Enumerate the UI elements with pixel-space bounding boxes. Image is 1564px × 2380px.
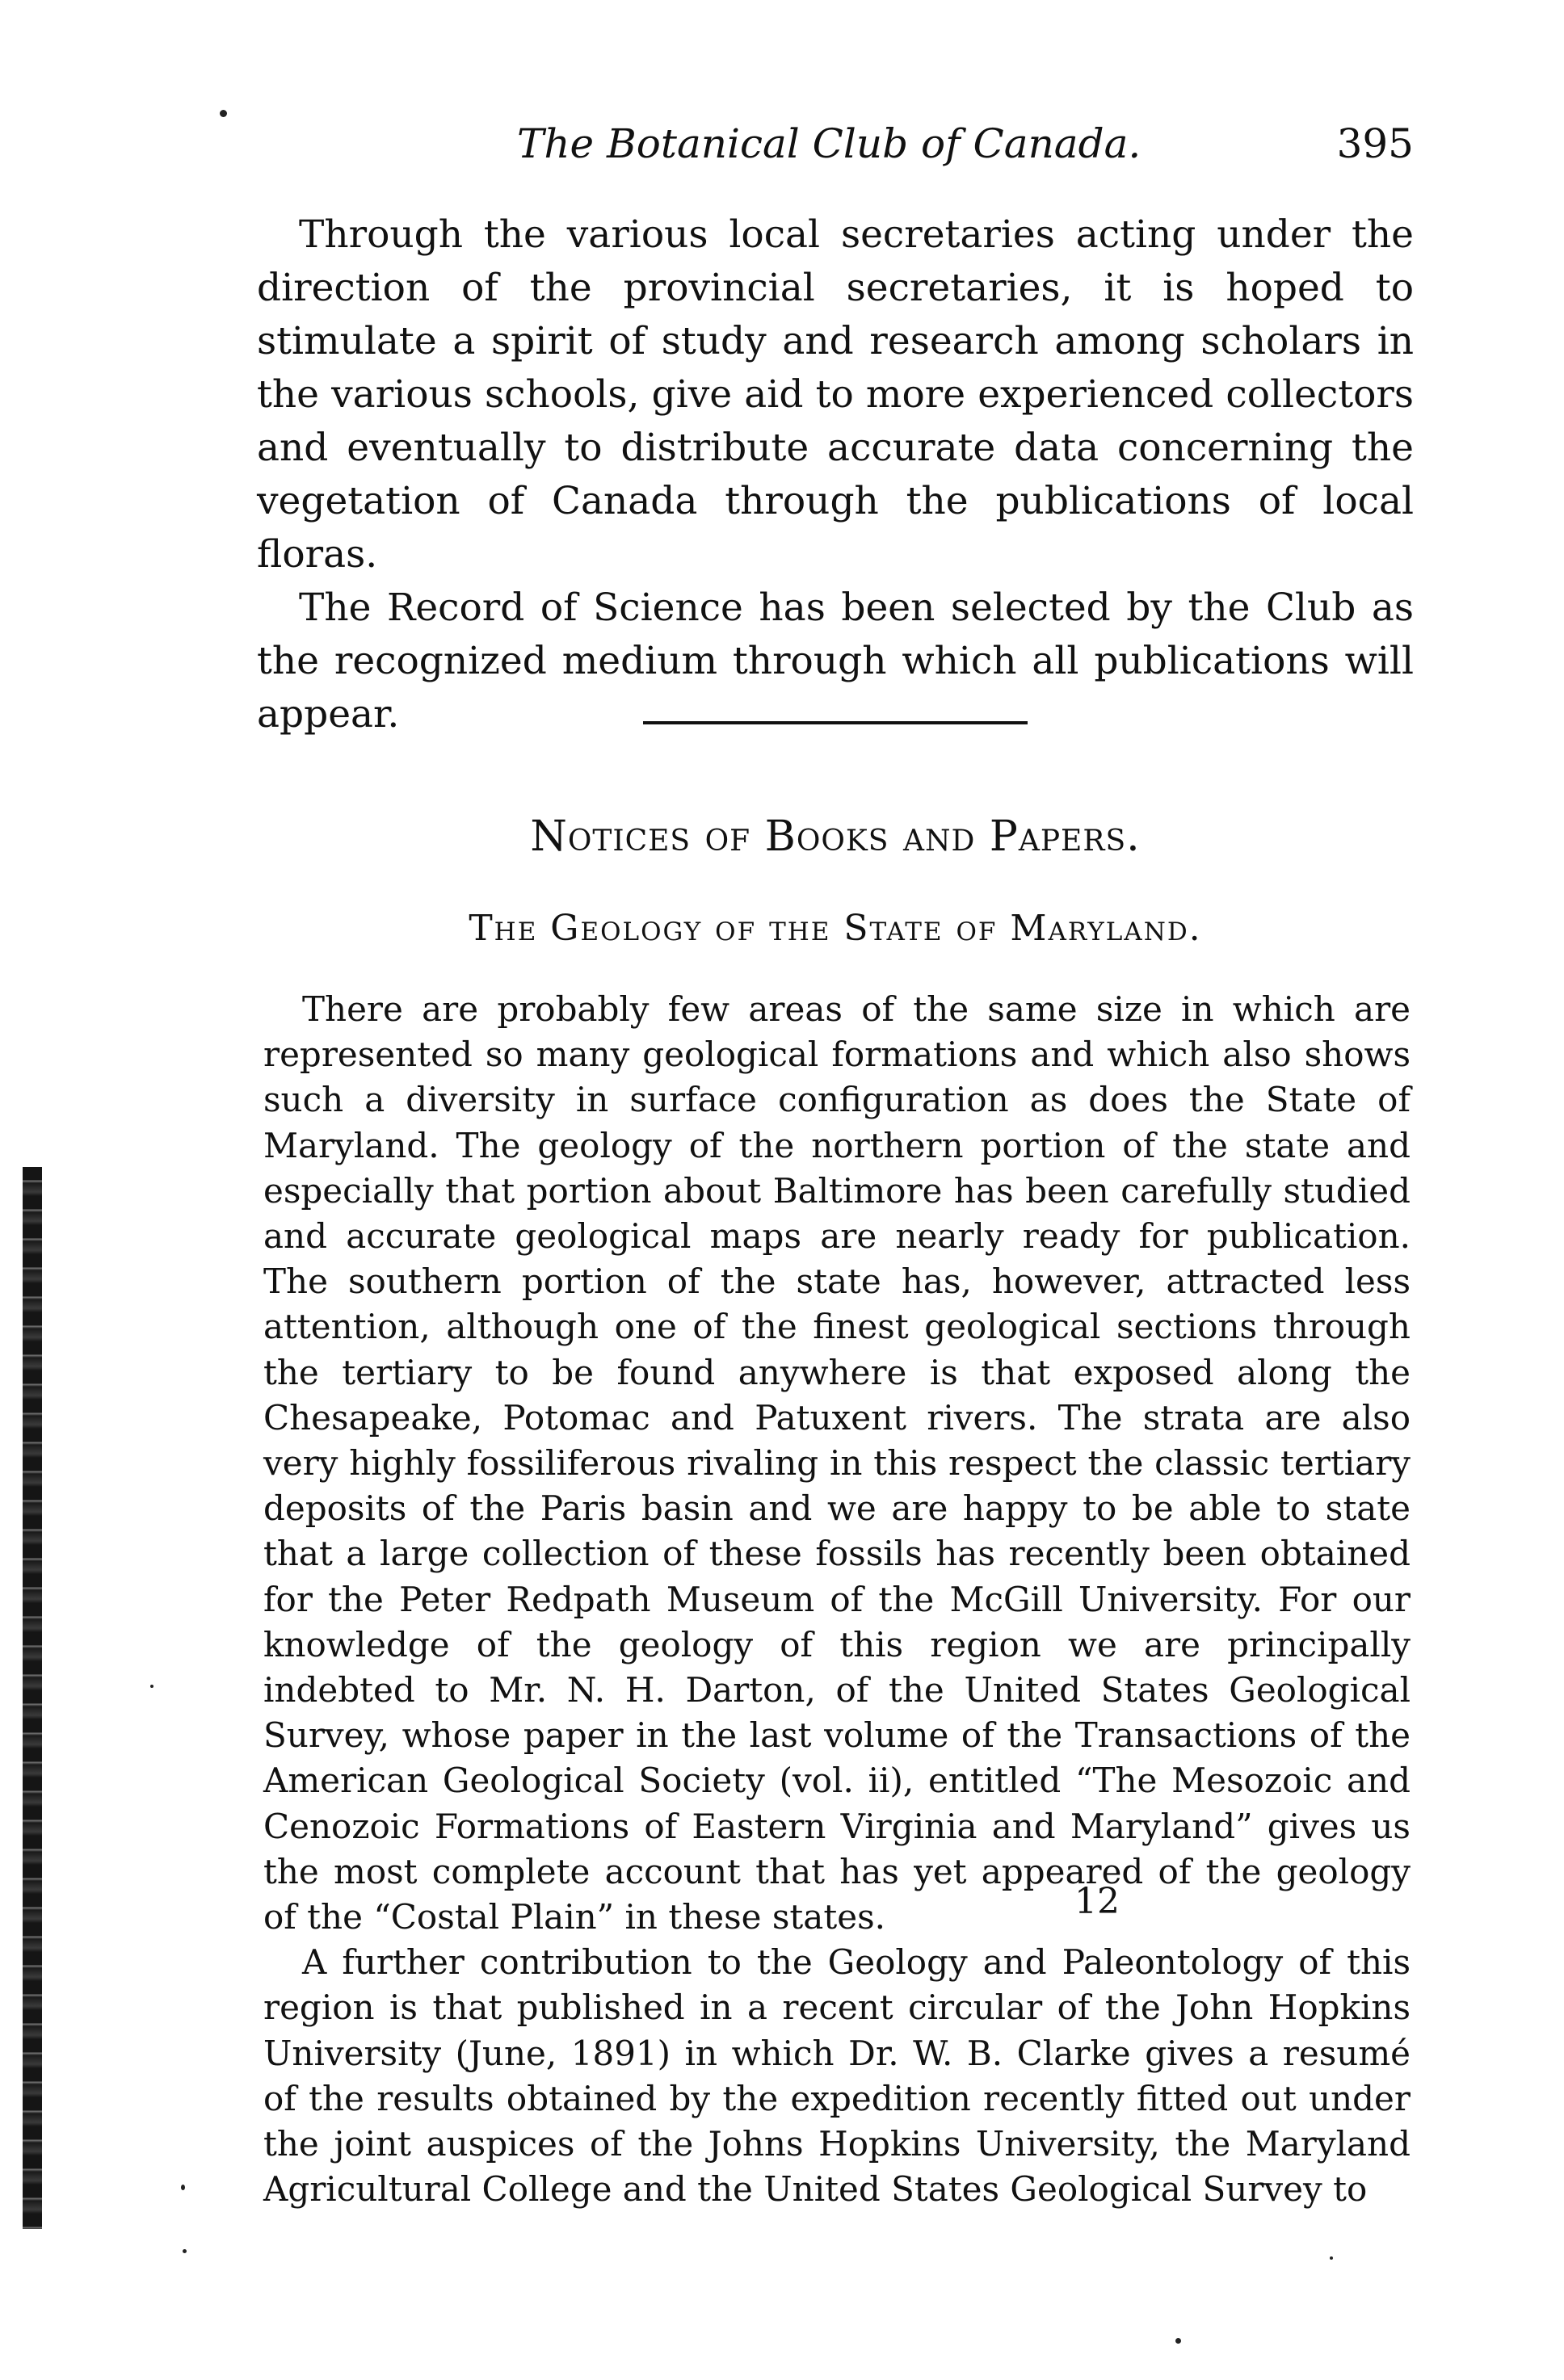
- ink-speck: [220, 110, 227, 117]
- binding-edge-strip: [23, 1167, 42, 2229]
- page-number: 395: [1336, 120, 1414, 167]
- ink-speck: [1175, 2338, 1181, 2344]
- ink-speck: [150, 1685, 153, 1688]
- paragraph-maryland-geology: There are probably few areas of the same size in which are represented so many geological formations and which also shows such a diversity in surface configuration as does the State of Maryland. The geology of the northern portion of the state and especially that portion about Baltimore has been carefully studied and accurate geological maps are nearly ready for publication. The southern portion of the state has, however, attracted less attention, although one of the finest geological sections through the tertiary to be found anywhere is that exposed along the Chesapeake, Potomac and Patuxent rivers. The strata are also very highly fossiliferous rivaling in this respect the classic tertiary deposits of the Paris basin and we are happy to be able to state that a large collection of these fossils has recently been obtained for the Peter Redpath Museum of the McGill University. For our knowledge of the geology of this region we are principally indebted to Mr. N. H. Darton, of the United States Geological Survey, whose paper in the last volume of the Transactions of the American Geological Society (vol. ii), entitled “The Mesozoic and Cenozoic Formations of Eastern Virginia and Maryland” gives us the most complete account that has yet appeared of the geology of the “Costal Plain” in these states.: [263, 989, 1411, 1937]
- article-body: [263, 987, 1411, 2212]
- ink-speck: [181, 2185, 185, 2190]
- ink-speck: [1330, 2256, 1333, 2260]
- ink-speck: [183, 2249, 187, 2253]
- paragraph-record-of-science: The Record of Science has been selected by the Club as the recognized medium through which all publications will appear.: [257, 586, 1414, 737]
- section-heading: Notices of Books and Papers.: [530, 812, 1141, 861]
- top-text-block: [257, 208, 1414, 741]
- paragraph-further-contribution: A further contribution to the Geology and Paleontology of this region is that published in a recent circular of the John Hopkins University (June, 1891) in which Dr. W. B. Clarke gives a resumé of the results obtained by the expedition recently fitted out under the joint auspices of the Johns Hopkins University, the Maryland Agricultural College and the United States Geological Survey to: [263, 1942, 1411, 2210]
- running-head-title: The Botanical Club of Canada.: [517, 120, 1141, 167]
- section-divider-rule: [643, 721, 1028, 724]
- paragraph-secretaries: Through the various local secretaries acting under the direction of the provincial secretaries, it is hoped to stimulate a spirit of study and research among scholars in the various schools, give aid to more experienced collectors and eventually to distribute accurate data concerning the vegetation of Canada through the publications of local floras.: [257, 212, 1414, 577]
- signature-mark: 12: [1074, 1881, 1120, 1922]
- article-heading: The Geology of the State of Maryland.: [469, 908, 1202, 949]
